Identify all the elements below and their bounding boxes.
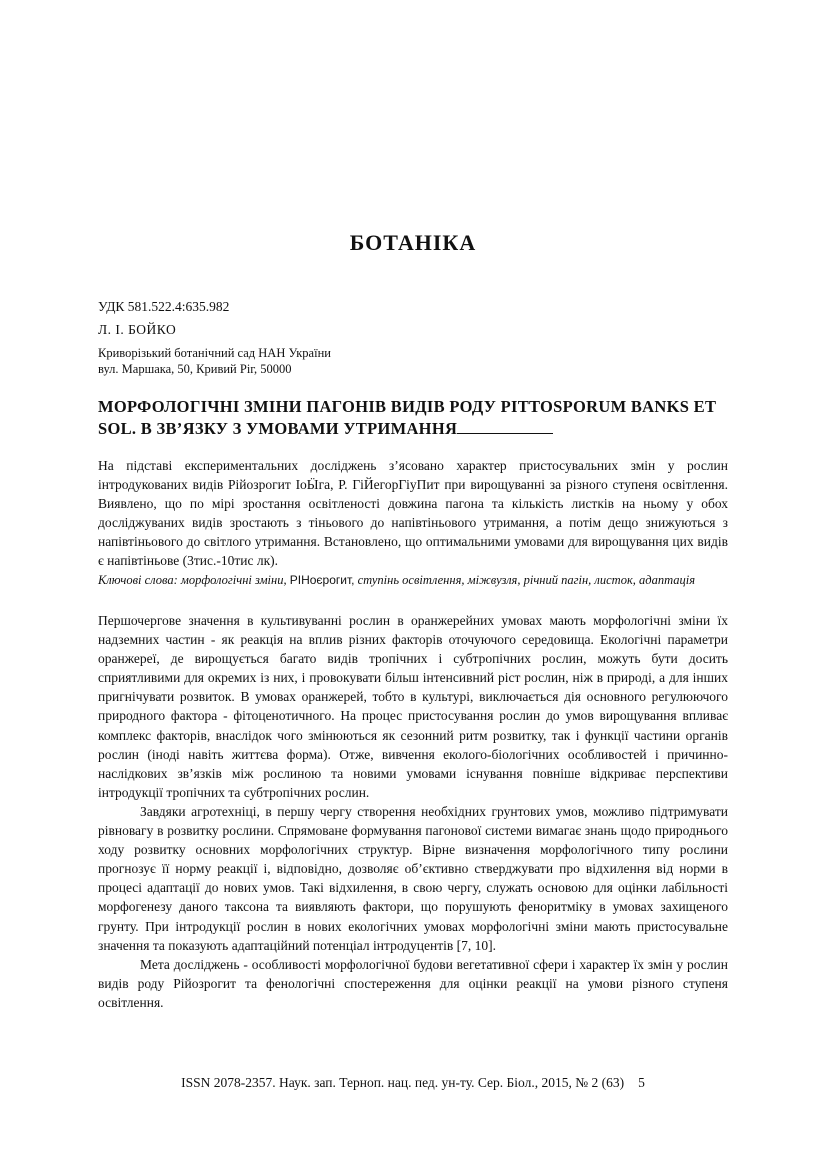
- title-underline-rule: [457, 419, 553, 434]
- page-number: 5: [638, 1075, 645, 1090]
- affiliation-line-2: вул. Маршака, 50, Кривий Ріг, 50000: [98, 362, 292, 376]
- affiliation-line-1: Криворізький ботанічний сад НАН України: [98, 346, 331, 360]
- page-footer: [0, 1075, 826, 1091]
- body-paragraph-2: Завдяки агротехніці, в першу чергу створення необхідних грунтових умов, можливо підтримувати рівновагу в розвитку рослини. Спрямоване формування пагонової системи вимагає знань щодо природнього ходу розвитку основних морфологічних структур. Вірне визначення морфологічного типу рослини прогнозує її норму реакції і, відповідно, дозволяє об’єктивно стверджувати про відхилення від норми в процесі адаптації до нових умов. Такі відхилення, в свою чергу, служать основою для оцінки лабільності морфогенезу даного таксона та виявляють фактори, що порушують феноритміку в умовах захищеного грунту. При інтродукції рослин в нових екологічних умовах морфологічні зміни мають пристосувальне значення та показують адаптаційний потенціал інтродуцентів [7, 10].: [98, 803, 728, 953]
- section-title: БОТАНІКА: [349, 230, 477, 255]
- author-name: Л. І. БОЙКО: [98, 322, 177, 337]
- footer-citation: ISSN 2078-2357. Наук. зап. Терноп. нац. пед. ун-ту. Сер. Біол., 2015, № 2 (63): [181, 1075, 625, 1090]
- keywords-rest: ступінь освітлення, міжвузля, річний пагін, листок, адаптація: [357, 573, 696, 587]
- affiliation: [98, 345, 331, 377]
- body-paragraph-1: Першочергове значення в культивуванні рослин в оранжерейних умовах мають морфологічні зміни їх надземних частин - як реакція на вплив різних факторів оточуючого середовища. Екологічні параметри оранжереї, де вирощується багато видів тропічних і субтропічних рослин, можуть бути досить сприятливими для окремих із них, і провокувати більш інтенсивний ріст рослин, ніж в природі, а для інших пригнічувати розвиток. В умовах оранжерей, тобто в культурі, виключається дія основного регулюючого природного фактора - фітоценотичного. На процес пристосування рослин до умов вирощування впливає комплекс факторів, внаслідок чого змінюються як сезонний ритм розвитку, так і функції частини органів рослин (іноді навіть життєва форма). Отже, вивчення еколого-біологічних особливостей і причинно-наслідкових зв’язків між рослиною та новими умовами існування повніше відкриває перспективи інтродукції тропічних та субтропічних рослин.: [98, 613, 728, 800]
- keywords-label: Ключові слова: морфологічні зміни,: [98, 573, 287, 587]
- article-title: [98, 396, 738, 440]
- keywords: [98, 572, 728, 588]
- keywords-genus-term: РІНоєрогит,: [289, 573, 355, 587]
- body-paragraph-3: Мета досліджень - особливості морфологічної будови вегетативної сфери і характер їх змін у рослин видів роду Рійозрогит та фенологічні спостереження для оцінки реакції на умови різного ступеня освітлення.: [98, 956, 728, 1010]
- abstract: На підставі експериментальних досліджень з’ясовано характер пристосувальних змін у рослин інтродукованих видів Рійозрогит IоӸга, Р. ГіЙегорГіуПит при вирощуванні за різного ступеня освітлення. Виявлено, що по мірі зростання освітленості довжина пагона та кількість листків на ньому у обох досліджуваних видів зростають з тіньового до напівтіньового утримання, а потім дещо знижуються з напівтіньового до світлого утримання. Встановлено, що оптимальними умовами для вирощування цих видів є напівтіньове (3тис.-10тис лк).: [98, 458, 728, 568]
- udk-code: УДК 581.522.4:635.982: [98, 299, 230, 314]
- body-text: [98, 611, 728, 1012]
- article-title-text: МОРФОЛОГІЧНІ ЗМІНИ ПАГОНІВ ВИДІВ РОДУ PITTOSPORUM BANKS ET SOL. В ЗВ’ЯЗКУ З УМОВАМИ УТРИМАННЯ: [98, 397, 716, 438]
